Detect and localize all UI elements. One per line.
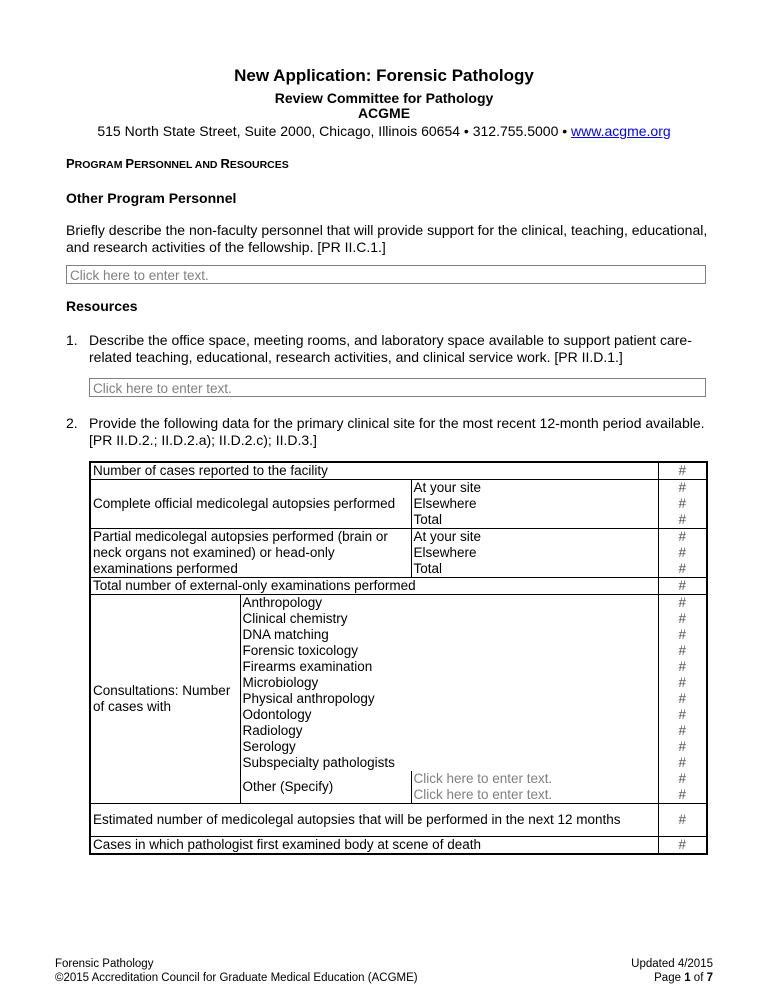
other-specify-label: Other (Specify)	[240, 771, 411, 804]
cases-reported-label: Number of cases reported to the facility	[93, 463, 328, 478]
consult-microbiology: Microbiology	[240, 675, 658, 691]
document-title: New Application: Forensic Pathology	[234, 66, 534, 85]
footer-updated: Updated 4/2015	[631, 958, 713, 970]
footer-right	[631, 957, 713, 985]
page-indicator	[631, 971, 713, 985]
resources-item-1	[66, 332, 716, 366]
consult-physical-anthropology: Physical anthropology	[240, 691, 658, 707]
value-field[interactable]: #	[658, 787, 707, 804]
address-line	[0, 123, 768, 139]
resources-heading: Resources	[66, 298, 138, 314]
value-field[interactable]: #	[658, 837, 707, 855]
section-rest-1: ROGRAM	[74, 159, 126, 171]
consult-firearms: Firearms examination	[240, 659, 658, 675]
at-your-site-label: At your site	[411, 480, 658, 497]
at-your-site-label: At your site	[411, 529, 658, 546]
other-specify-input[interactable]: Click here to enter text.	[411, 787, 658, 804]
value-field[interactable]: #	[658, 545, 707, 561]
value-field[interactable]: #	[658, 512, 707, 529]
page-number: 1	[684, 972, 691, 984]
section-rest-2: ERSONNEL AND	[134, 159, 221, 171]
value-field[interactable]: #	[658, 675, 707, 691]
other-specify-input[interactable]: Click here to enter text.	[411, 771, 658, 787]
section-heading	[66, 156, 289, 171]
table-row	[90, 837, 707, 855]
consult-anthropology: Anthropology	[240, 595, 658, 612]
elsewhere-label: Elsewhere	[411, 545, 658, 561]
clinical-site-data-table	[89, 461, 708, 855]
consult-forensic-toxicology: Forensic toxicology	[240, 643, 658, 659]
external-total-label: Total number of external-only examinations performed	[93, 578, 416, 593]
value-field[interactable]: #	[658, 691, 707, 707]
section-cap-1: P	[66, 156, 75, 171]
other-personnel-input[interactable]: Click here to enter text.	[66, 265, 706, 284]
value-field[interactable]: #	[658, 529, 707, 546]
consult-clinical-chemistry: Clinical chemistry	[240, 611, 658, 627]
table-row	[90, 462, 707, 480]
consult-serology: Serology	[240, 739, 658, 755]
value-field[interactable]: #	[658, 643, 707, 659]
elsewhere-label: Elsewhere	[411, 496, 658, 512]
total-label: Total	[411, 561, 658, 578]
table-row	[90, 480, 707, 497]
other-personnel-heading: Other Program Personnel	[66, 190, 237, 206]
consult-radiology: Radiology	[240, 723, 658, 739]
value-field[interactable]: #	[658, 462, 707, 480]
document-subtitle: Review Committee for Pathology	[274, 90, 494, 106]
table-row	[90, 529, 707, 546]
value-field[interactable]: #	[658, 561, 707, 578]
scene-of-death-label: Cases in which pathologist first examined body at scene of death	[93, 837, 481, 852]
footer-copyright: ©2015 Accreditation Council for Graduate Medical Education (ACGME)	[55, 972, 418, 984]
value-field[interactable]: #	[658, 611, 707, 627]
organization-name: ACGME	[357, 105, 411, 121]
office-space-input[interactable]: Click here to enter text.	[89, 378, 706, 397]
section-cap-2: P	[125, 156, 135, 171]
resources-item-2	[66, 415, 716, 449]
consult-subspecialty-pathologists: Subspecialty pathologists	[240, 755, 658, 771]
value-field[interactable]: #	[658, 627, 707, 643]
page-total: 7	[706, 972, 713, 984]
table-row	[90, 578, 707, 595]
consult-dna-matching: DNA matching	[240, 627, 658, 643]
website-link[interactable]: www.acgme.org	[571, 123, 671, 139]
table-row	[90, 804, 707, 837]
estimated-autopsies-label: Estimated number of medicolegal autopsies that will be performed in the next 12 months	[93, 812, 621, 827]
item-text: Provide the following data for the primary clinical site for the most recent 12-month period available. [PR II.D.2.; II.D.2.a); II.D.2.c); II.D.3.]	[89, 415, 705, 448]
other-personnel-text: Briefly describe the non-faculty personnel that will provide support for the clinical, teaching, educational, and research activities of the fellowship. [PR II.C.1.]	[66, 222, 708, 255]
item-number: 1.	[66, 332, 78, 348]
table-row	[90, 595, 707, 612]
consult-odontology: Odontology	[240, 707, 658, 723]
page-prefix: Page	[654, 972, 685, 984]
value-field[interactable]: #	[658, 755, 707, 771]
value-field[interactable]: #	[658, 496, 707, 512]
value-field[interactable]: #	[658, 739, 707, 755]
value-field[interactable]: #	[658, 480, 707, 497]
section-rest-3: ESOURCES	[229, 159, 289, 171]
value-field[interactable]: #	[658, 723, 707, 739]
value-field[interactable]: #	[658, 804, 707, 837]
address-text: 515 North State Street, Suite 2000, Chicago, Illinois 60654 • 312.755.5000 •	[97, 123, 568, 139]
item-text: Describe the office space, meeting rooms, and laboratory space available to support patient care-related teaching, educational, research activities, and clinical service work. [PR II.D.1.]	[89, 332, 692, 365]
footer-specialty: Forensic Pathology	[55, 958, 154, 970]
section-cap-3: R	[220, 156, 230, 171]
value-field[interactable]: #	[658, 578, 707, 595]
footer-left	[55, 957, 418, 985]
page-of: of	[690, 972, 707, 984]
consultations-label: Consultations: Number of cases with	[93, 683, 231, 714]
value-field[interactable]: #	[658, 771, 707, 787]
value-field[interactable]: #	[658, 707, 707, 723]
value-field[interactable]: #	[658, 595, 707, 612]
value-field[interactable]: #	[658, 659, 707, 675]
item-number: 2.	[66, 415, 78, 431]
complete-autopsies-label: Complete official medicolegal autopsies performed	[93, 496, 396, 511]
total-label: Total	[411, 512, 658, 529]
partial-autopsies-label: Partial medicolegal autopsies performed (brain or neck organs not examined) or head-only examinations performed	[93, 529, 388, 576]
